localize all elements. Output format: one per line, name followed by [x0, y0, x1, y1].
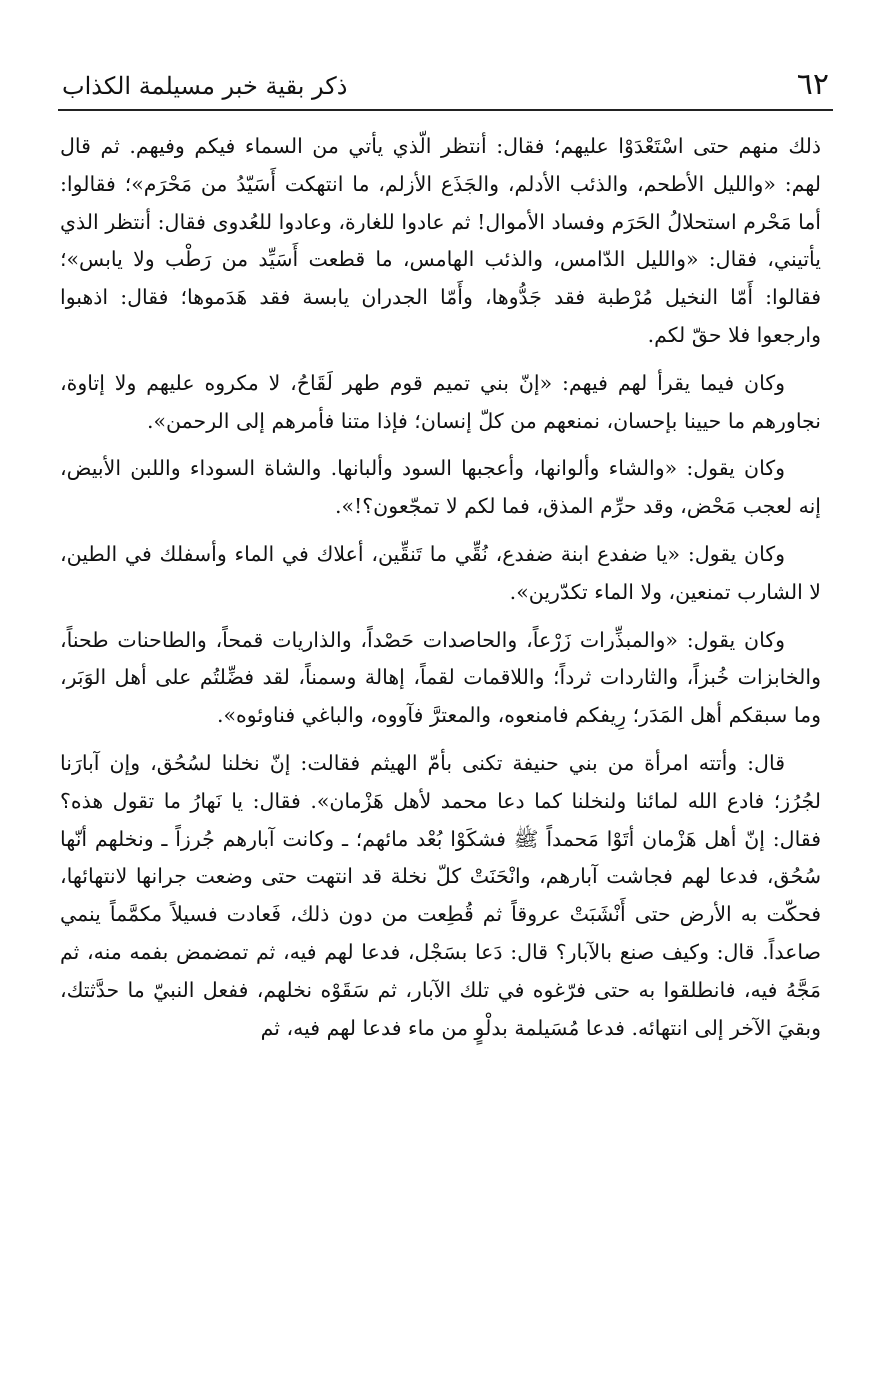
paragraph: وكان يقول: «والشاء وألوانها، وأعجبها السود وألبانها. والشاة السوداء واللبن الأبيض، إنه لعجب مَحْض، وقد حرِّم المذق، فما لكم لا تمجّعون؟!».: [60, 456, 821, 519]
paragraph: ذلك منهم حتى اسْتَعْدَوْا عليهم؛ فقال: أنتظر الّذي يأتي من السماء فيكم وفيهم. ثم قال لهم: «والليل الأطحم، والذئب الأدلم، والجَذَع الأزلم، ما انتهكت أَسَيّدُ من مَحْرَم»؛ فقالوا: أما مَحْرم استحلالُ الحَرَم وفساد الأموال! ثم عادوا للغارة، وعادوا للعُدوى فقال: أنتظر الذي يأتيني، فقال: «والليل الدّامس، والذئب الهامس، ما قطعت أَسَيِّد من رَطْب ولا يابس»؛ فقالوا: أَمّا النخيل مُرْطبة فقد جَدُّوها، وأَمّا الجدران يابسة فقد هَدَموها؛ فقال: اذهبوا وارجعوا فلا حقّ لكم.: [60, 134, 821, 347]
paragraph: وكان يقول: «والمبذِّرات زَرْعاً، والحاصدات حَصْداً، والذاريات قمحاً، والطاحنات طحناً، والخابزات خُبزاً، والثاردات ثرداً؛ واللاقمات لقماً، إهالة وسمناً، لقد فضِّلتُم على أهل الوَبَر، وما سبقكم أهل المَدَر؛ رِيفكم فامنعوه، والمعترَّ فآووه، والباغي فناوئوه».: [60, 627, 821, 728]
running-title: ذكر بقية خبر مسيلمة الكذاب: [62, 72, 348, 100]
page-body: [60, 128, 821, 1047]
page-header: [62, 60, 829, 104]
paragraph: قال: وأتته امرأة من بني حنيفة تكنى بأمّ الهيثم فقالت: إنّ نخلنا لسُحُق، وإن آبارَنا لجُرُز؛ فادع الله لمائنا ولنخلنا كما دعا محمد لأهل هَزْمان». فقال: يا نَهارُ ما تقول هذه؟ فقال: إنّ أهل هَزْمان أتَوْا مَحمداً ﷺ فشكَوْا بُعْد مائهم؛ ـ وكانت آبارهم جُرزاً ـ ونخلهم أنّها سُحُق، فدعا لهم فجاشت آبارهم، وانْحَنَتْ كلّ نخلة قد انتهت حتى وضعت جرانها لانتهائها، فحكّت به الأرض حتى أَنْشَبَتْ عروقاً ثم قُطِعت من دون ذلك، فَعادت فسيلاً مكمَّماً ينمي صاعداً. قال: وكيف صنع بالآبار؟ قال: دَعا بسَجْل، فدعا لهم فيه، ثم تمضمض بفمه منه، ثم مَجَّهُ فيه، فانطلقوا به حتى فرّغوه في تلك الآبار، ثم سَقَوْه نخلهم، ففعل النبيّ ما حدَّثتك، وبقيَ الآخر إلى انتهائه. فدعا مُسَيلمة بدلْوٍ من ماء فدعا لهم فيه، ثم: [60, 750, 821, 1040]
paragraph: وكان فيما يقرأ لهم فيهم: «إنّ بني تميم قوم طهر لَقَاحُ، لا مكروه عليهم ولا إتاوة، نجاورهم ما حيينا بإحسان، نمنعهم من كلّ إنسان؛ فإذا متنا فأمرهم إلى الرحمن».: [60, 370, 821, 433]
page-number: ٦٢: [796, 67, 829, 102]
header-rule: [58, 109, 833, 111]
paragraph: وكان يقول: «يا ضفدع ابنة ضفدع، نُقِّي ما تَنقِّين، أعلاك في الماء وأسفلك في الطين، لا الشارب تمنعين، ولا الماء تكدّرين».: [60, 541, 821, 604]
